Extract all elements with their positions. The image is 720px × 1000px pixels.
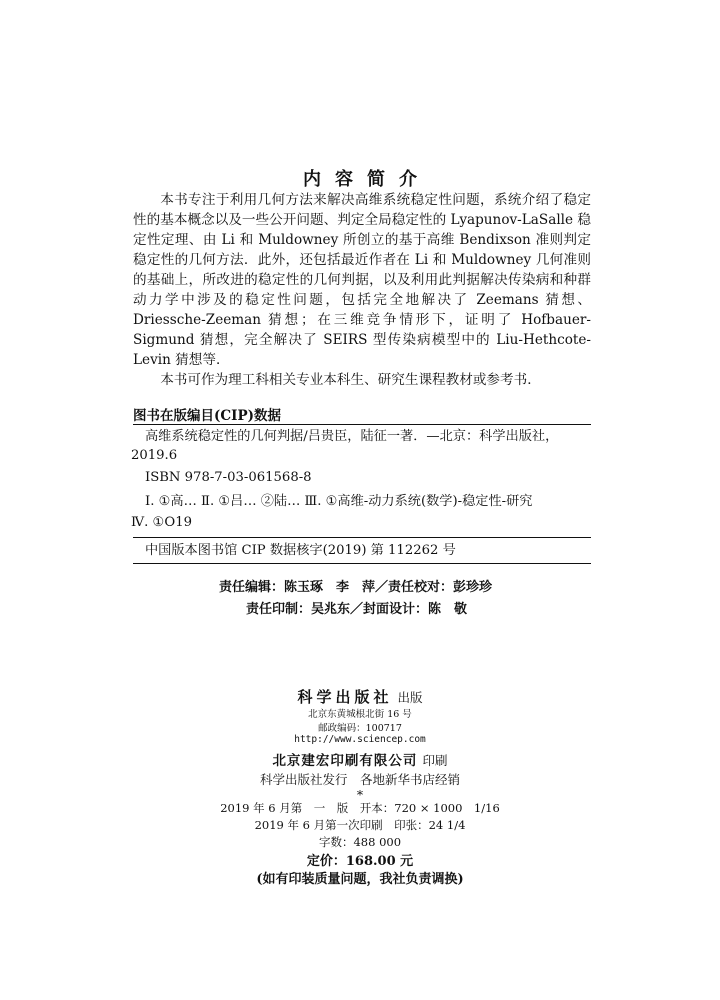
publisher-postcode: 邮政编码：100717 bbox=[318, 723, 402, 734]
credits-editors: 责任编辑：陈玉琢 李 萍／责任校对：彭珍珍 bbox=[219, 580, 493, 595]
cip-entry-line-1: 高维系统稳定性的几何判据/吕贵臣，陆征一著．—北京：科学出版社， bbox=[145, 429, 559, 444]
separator-star: * bbox=[356, 787, 364, 802]
cip-bottom-rule bbox=[133, 563, 591, 564]
printer-line bbox=[0, 749, 720, 769]
cip-isbn: ISBN 978-7-03-061568-8 bbox=[145, 470, 312, 485]
quality-notice: (如有印装质量问题，我社负责调换) bbox=[256, 872, 464, 887]
intro-block bbox=[133, 190, 591, 390]
cip-record-number: 中国版本图书馆 CIP 数据核字(2019) 第 112262 号 bbox=[145, 543, 456, 558]
cip-heading: 图书在版编目(CIP)数据 bbox=[133, 408, 281, 424]
publisher-url: http://www.sciencep.com bbox=[294, 734, 426, 745]
cip-entry-line-2: 2019.6 bbox=[131, 448, 178, 463]
credits-production: 责任印制：吴兆东／封面设计：陈 敬 bbox=[246, 602, 468, 617]
word-count: 字数：488 000 bbox=[318, 835, 402, 849]
printer-name: 北京建宏印刷有限公司 bbox=[272, 753, 418, 769]
intro-paragraph-1: 本书专注于利用几何方法来解决高维系统稳定性问题，系统介绍了稳定性的基本概念以及一些公开问题、判定全局稳定性的 Lyapunov-LaSalle 稳定性定理、由 Li 和 Muldowney 所创立的基于高维 Bendixson 准则判定稳定性的几何方法．此外，还包括最近作者在 Li 和 Muldowney 几何准则的基础上，所改进的稳定性的几何判据，以及利用此判据解决传染病和种群动力学中涉及的稳定性问题，包括完全地解决了 Zeemans 猜想、Driessche-Zeeman 猜想；在三维竞争情形下，证明了 Hofbauer-Sigmund 猜想，完全解决了 SEIRS 型传染病模型中的 Liu-Hethcote-Levin 猜想等． bbox=[133, 192, 591, 368]
publisher-line bbox=[0, 686, 720, 707]
intro-paragraph-2: 本书可作为理工科相关专业本科生、研究生课程教材或参考书． bbox=[160, 372, 541, 388]
printer-suffix: 印刷 bbox=[422, 753, 448, 768]
cip-middle-rule bbox=[133, 537, 591, 538]
cip-subjects-line-1: Ⅰ. ①高… Ⅱ. ①吕… ②陆… Ⅲ. ①高维-动力系统(数学)-稳定性-研究 bbox=[145, 494, 533, 509]
printing-line: 2019 年 6 月第一次印刷 印张：24 1/4 bbox=[254, 818, 466, 832]
publisher-address: 北京东黄城根北街 16 号 bbox=[308, 709, 412, 720]
publisher-name: 科学出版社 bbox=[297, 688, 393, 706]
distribution-line: 科学出版社发行 各地新华书店经销 bbox=[259, 772, 460, 787]
cip-subjects-line-2: Ⅳ. ①O19 bbox=[131, 515, 192, 530]
cip-top-rule bbox=[133, 424, 591, 425]
intro-title: 内容简介 bbox=[303, 169, 431, 190]
publisher-suffix: 出版 bbox=[397, 690, 423, 705]
edition-line: 2019 年 6 月第 一 版 开本：720 × 1000 1/16 bbox=[220, 801, 500, 815]
price: 定价：168.00 元 bbox=[306, 854, 414, 869]
